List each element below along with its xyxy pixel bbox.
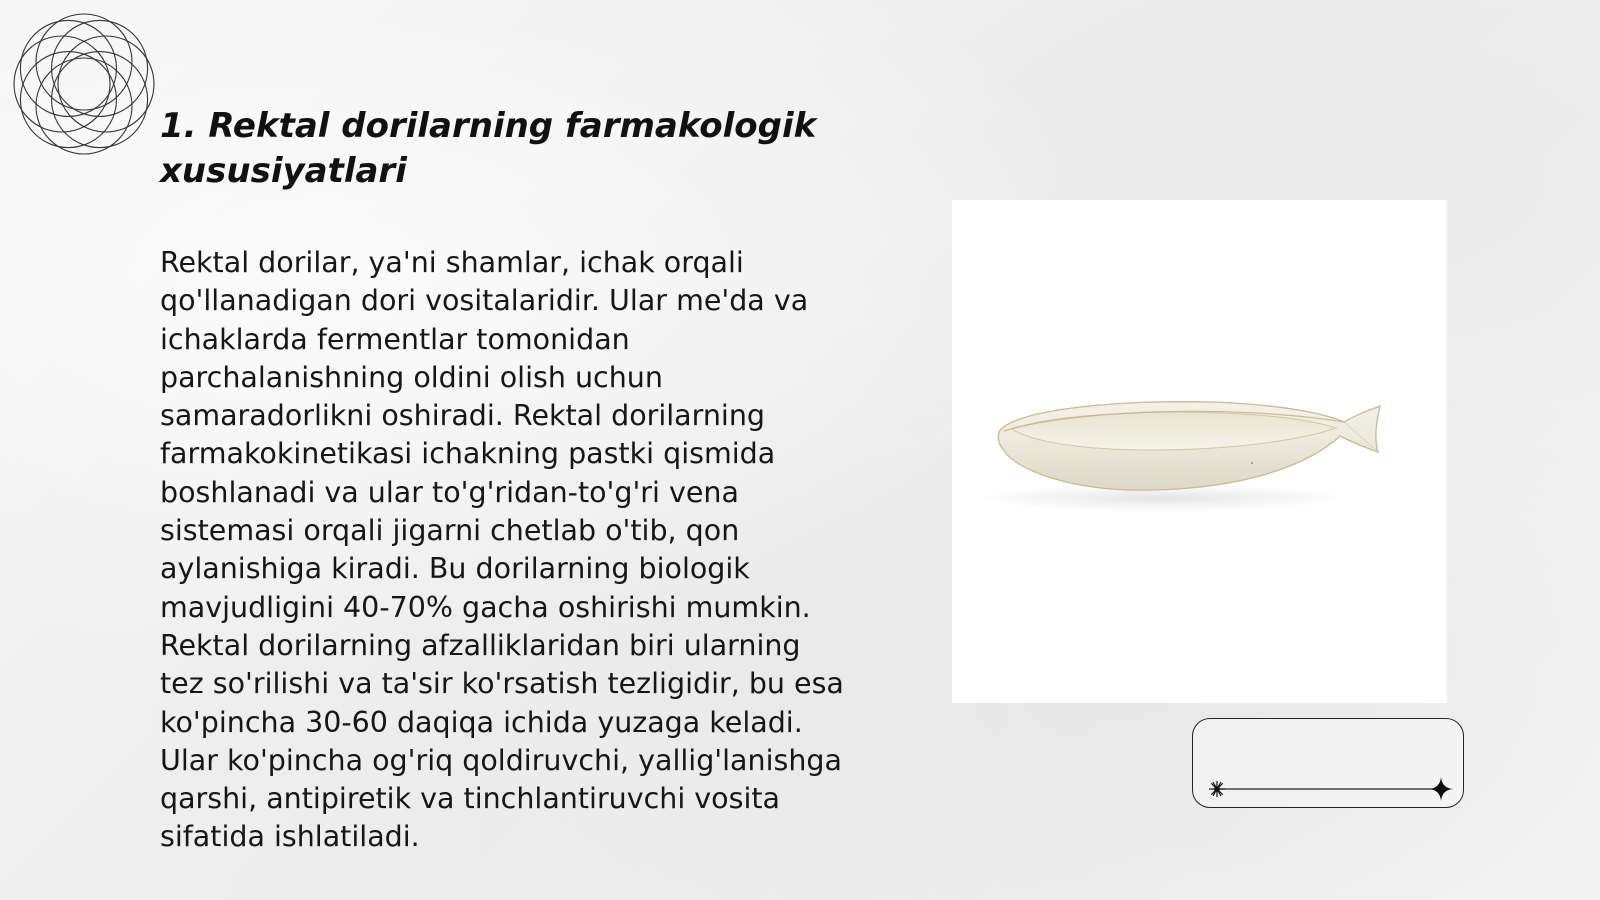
progress-decoration: [1192, 718, 1464, 808]
circle-lattice-icon: [10, 10, 158, 158]
sparkle-icon: [1429, 777, 1453, 801]
fish-shaped-dish-image: [952, 200, 1447, 703]
starburst-icon: [1209, 781, 1225, 797]
slide-title: 1. Rektal dorilarning farmakologik xususiyatlari: [160, 106, 817, 191]
slide-body-text: Rektal dorilar, ya'ni shamlar, ichak orqali qo'llanadigan dori vositalaridir. Ular me'da va ichaklarda fermentlar tomonidan parchalanishning oldini olish uchun samaradorlikni oshiradi. Rektal dorilarning farmakokinetikasi ichakning pastki qismida boshlanadi va ular to'g'ridan-to'g'ri vena sistemasi orqali jigarni chetlab o'tib, qon aylanishiga kiradi. Bu dorilarning biologik mavjudligini 40-70% gacha oshirishi mumkin. Rektal dorilarning afzalliklaridan biri ularning tez so'rilishi va ta'sir ko'rsatish tezligidir, bu esa ko'pincha 30-60 daqiqa ichida yuzaga keladi. Ular ko'pincha og'riq qoldiruvchi, yallig'lanishga qarshi, antipiretik va tinchlantiruvchi vosita sifatida ishlatiladi.: [160, 246, 844, 854]
